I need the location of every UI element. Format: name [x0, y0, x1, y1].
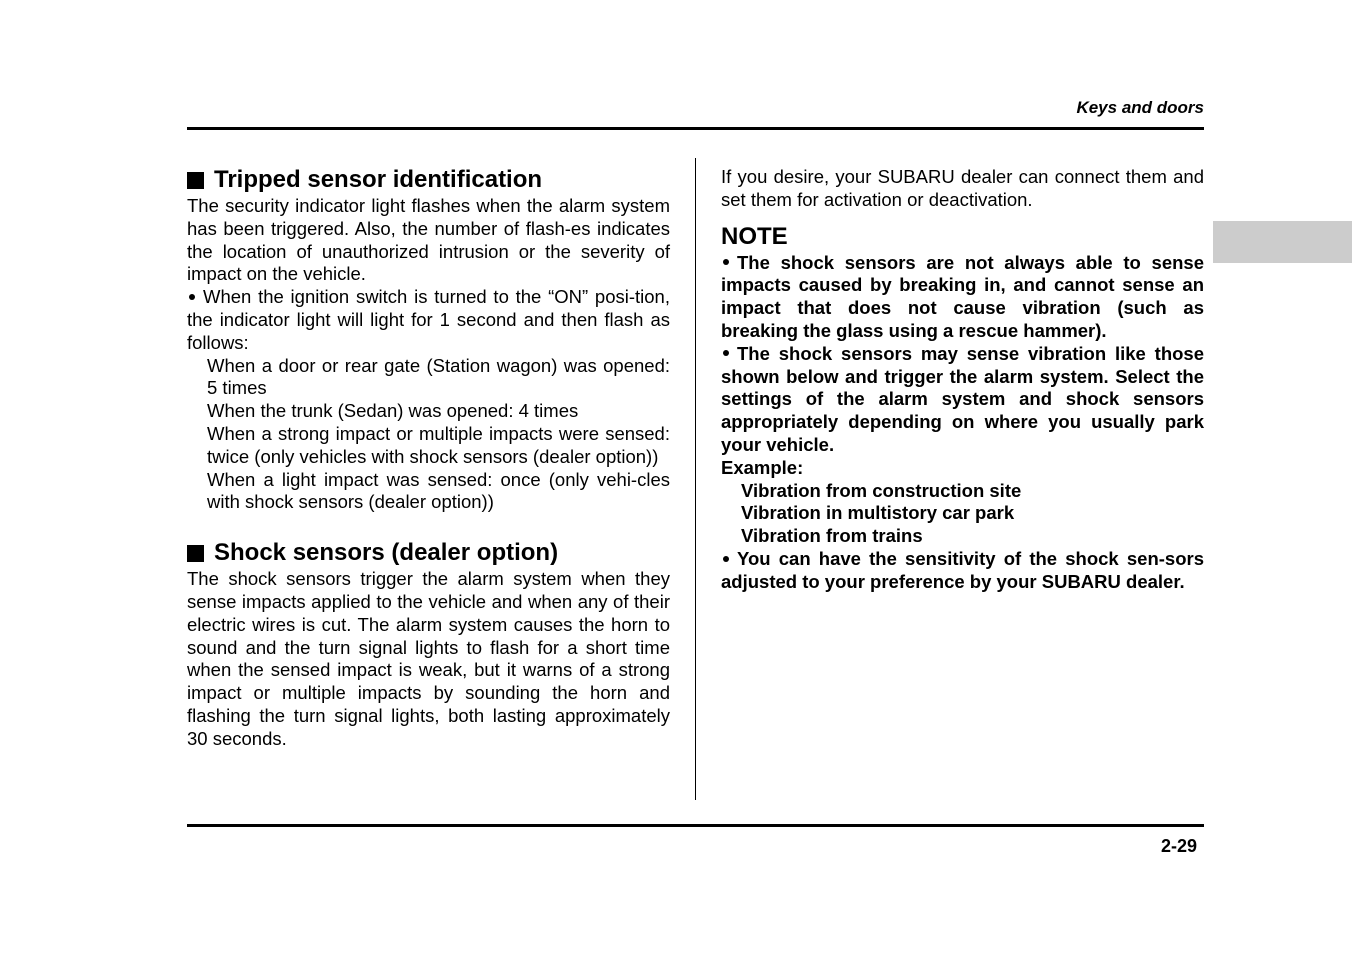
chapter-tab-marker	[1213, 221, 1352, 263]
note-bullet	[721, 343, 1204, 457]
right-column	[721, 166, 1204, 594]
footer-rule	[187, 824, 1204, 827]
left-column	[187, 165, 670, 751]
note-bullet	[721, 252, 1204, 343]
example-list	[721, 480, 1204, 548]
note-bullet-text: You can have the sensitivity of the shock sen-sors adjusted to your preference by your SUBARU dealer.	[721, 547, 1204, 592]
page-number: 2-29	[1160, 836, 1197, 856]
flash-count-list	[187, 355, 670, 515]
running-header: Keys and doors	[1076, 98, 1204, 117]
list-item: When the trunk (Sedan) was opened: 4 times	[207, 400, 579, 422]
example-label: Example:	[721, 456, 804, 478]
header-rule	[187, 127, 1204, 130]
bullet-icon	[723, 556, 729, 562]
ignition-bullet	[187, 286, 670, 354]
example-item: Vibration in multistory car park	[741, 502, 1015, 524]
note-heading: NOTE	[721, 222, 788, 250]
section-heading-tripped-sensor	[187, 165, 670, 195]
section-heading-shock-sensors	[187, 538, 670, 568]
list-item: When a door or rear gate (Station wagon) was opened: 5 times	[207, 354, 670, 399]
bullet-icon	[189, 294, 195, 300]
shock-sensors-body: The shock sensors trigger the alarm system when they sense impacts applied to the vehicle and when any of their electric wires is cut. The alarm system causes the horn to sound and the turn signal lights to flash for a short time when the sensed impact is weak, but it warns of a strong impact or multiple impacts by sounding the horn and flashing the turn signal lights, both lasting approximately 30 seconds.	[187, 568, 670, 749]
section-heading-text: Shock sensors (dealer option)	[214, 539, 559, 567]
black-square-icon	[187, 545, 204, 562]
tripped-sensor-intro: The security indicator light flashes when the alarm system has been triggered. Also, the number of flash-es indicates the location of unauthorized intrusion or the severity of impact on the vehicle.	[187, 195, 670, 285]
list-item: When a strong impact or multiple impacts were sensed: twice (only vehicles with shock sensors (dealer option))	[207, 422, 670, 467]
section-heading-text: Tripped sensor identification	[214, 166, 543, 193]
dealer-connect-text: If you desire, your SUBARU dealer can connect them and set them for activation or deactivation.	[721, 166, 1204, 210]
list-item: When a light impact was sensed: once (only vehi-cles with shock sensors (dealer option))	[207, 468, 670, 513]
example-item: Vibration from trains	[741, 525, 923, 547]
column-divider	[695, 158, 696, 800]
bullet-icon	[723, 350, 729, 356]
ignition-bullet-text: When the ignition switch is turned to the “ON” posi-tion, the indicator light will light for 1 second and then flash as follows:	[187, 286, 670, 353]
black-square-icon	[187, 172, 204, 189]
example-item: Vibration from construction site	[741, 479, 1022, 501]
bullet-icon	[723, 259, 729, 265]
note-bullet-text: The shock sensors are not always able to sense impacts caused by breaking in, and cannot sense an impact that does not cause vibration (such as breaking the glass using a rescue hammer).	[721, 251, 1204, 341]
note-bullet	[721, 548, 1204, 594]
note-bullet-text: The shock sensors may sense vibration like those shown below and trigger the alarm system. Select the settings of the alarm system and shock sensors appropriately depending on where you usually park your vehicle.	[721, 342, 1204, 455]
